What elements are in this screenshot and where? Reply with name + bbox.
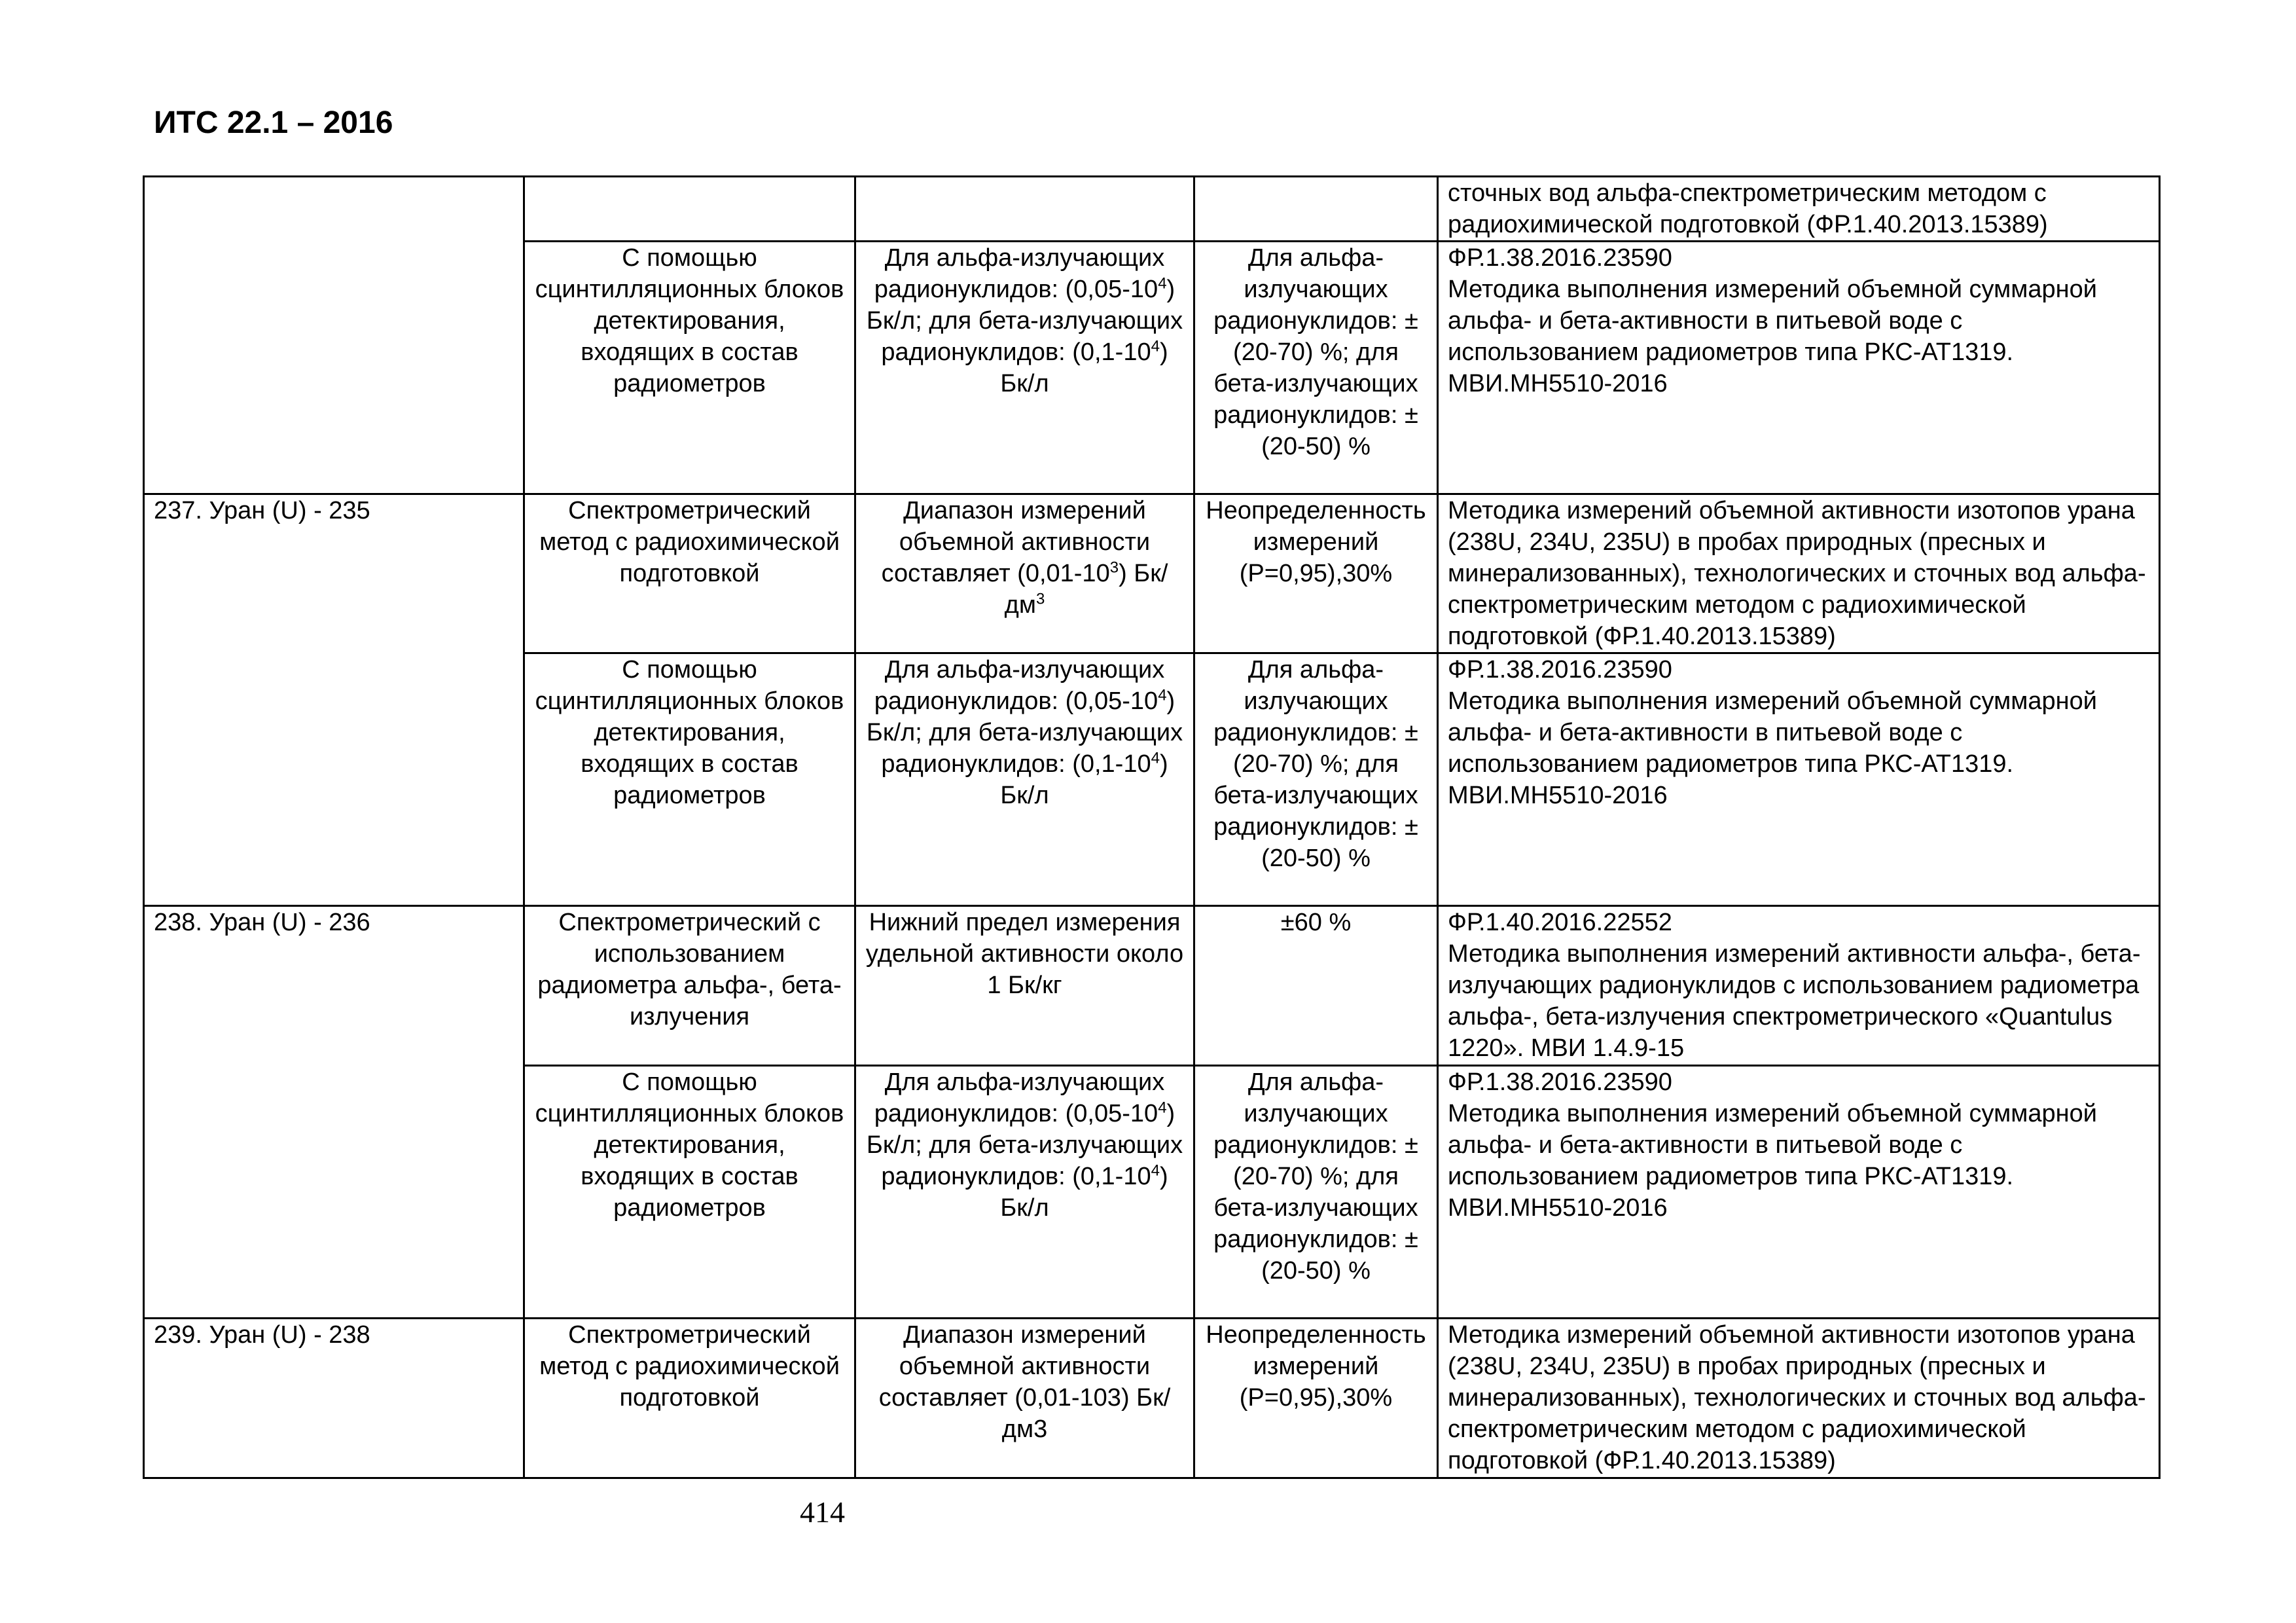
range-text: Для альфа-излучающих радионуклидов: (0,05-10 — [874, 244, 1165, 303]
range-text: Для альфа-излучающих радионуклидов: (0,05-10 — [874, 1068, 1165, 1127]
cell-element — [144, 177, 524, 494]
cell-element: 239. Уран (U) - 238 — [144, 1319, 524, 1478]
cell-method: С помощью сцинтилляционных блоков детектирования, входящих в состав радиометров — [524, 242, 855, 494]
cell-reference — [1438, 1066, 2160, 1319]
range-text: Диапазон измерений объемной активности составляет (0,01-10 — [881, 497, 1151, 587]
range-exponent: 3 — [1035, 590, 1045, 608]
cell-method: С помощью сцинтилляционных блоков детектирования, входящих в состав радиометров — [524, 1066, 855, 1319]
cell-method: Спектрометрический метод с радиохимической подготовкой — [524, 494, 855, 653]
page-number: 414 — [800, 1495, 845, 1529]
range-text: ) Бк/л; для бета-излучающих радионуклидов: (0,1-10 — [866, 1100, 1183, 1190]
cell-reference: сточных вод альфа-спектрометрическим методом с радиохимической подготовкой (ФР.1.40.2013.15389) — [1438, 177, 2160, 242]
cell-range — [855, 494, 1194, 653]
range-text: ) Бк/л; для бета-излучающих радионуклидов: (0,1-10 — [866, 687, 1183, 778]
reference-code: ФР.1.38.2016.23590 — [1448, 244, 1672, 272]
range-text: ) Бк/л — [1000, 338, 1168, 397]
cell-error: ±60 % — [1194, 906, 1438, 1066]
range-text: Для альфа-излучающих радионуклидов: (0,05-10 — [874, 656, 1165, 715]
reference-title: Методика выполнения измерений объемной суммарной альфа- и бета-активности в питьевой воде с использованием радиометров типа РКС-АТ1319. МВИ.МН5510-2016 — [1448, 1100, 2097, 1222]
table-row — [144, 1319, 2160, 1478]
reference-title: Методика выполнения измерений активности альфа-, бета-излучающих радионуклидов с использованием радиометра альфа-, бета-излучения спектрометрического «Quantulus 1220». МВИ 1.4.9-15 — [1448, 940, 2141, 1062]
range-text: ) Бк/л; для бета-излучающих радионуклидов: (0,1-10 — [866, 276, 1183, 366]
cell-reference — [1438, 906, 2160, 1066]
cell-error: Для альфа-излучающих радионуклидов: ±(20-70) %; для бета-излучающих радионуклидов: ±(20-50) % — [1194, 653, 1438, 906]
cell-reference — [1438, 242, 2160, 494]
cell-error — [1194, 177, 1438, 242]
range-exponent: 4 — [1151, 337, 1160, 356]
cell-method: Спектрометрический с использованием радиометра альфа-, бета-излучения — [524, 906, 855, 1066]
cell-error: Для альфа-излучающих радионуклидов: ±(20-70) %; для бета-излучающих радионуклидов: ±(20-50) % — [1194, 1066, 1438, 1319]
cell-method — [524, 177, 855, 242]
cell-element: 238. Уран (U) - 236 — [144, 906, 524, 1319]
range-text: ) Бк/л — [1000, 750, 1168, 809]
cell-range — [855, 1066, 1194, 1319]
range-exponent: 3 — [1109, 558, 1119, 577]
range-exponent: 4 — [1151, 1161, 1160, 1180]
range-text: ) Бк/дм — [1004, 560, 1168, 619]
range-exponent: 4 — [1158, 686, 1167, 704]
cell-range — [855, 177, 1194, 242]
range-text: ) Бк/л — [1000, 1163, 1168, 1222]
methods-table — [143, 175, 2161, 1479]
reference-title: Методика выполнения измерений объемной суммарной альфа- и бета-активности в питьевой воде с использованием радиометров типа РКС-АТ1319. МВИ.МН5510-2016 — [1448, 276, 2097, 397]
cell-reference: Методика измерений объемной активности изотопов урана (238U, 234U, 235U) в пробах природных (пресных и минерализованных), технологических и сточных вод альфа-спектрометрическим методом с радиохимической подготовкой (ФР.1.40.2013.15389) — [1438, 1319, 2160, 1478]
cell-element: 237. Уран (U) - 235 — [144, 494, 524, 906]
table-row — [144, 906, 2160, 1066]
cell-error: Неопределенность измерений (Р=0,95),30% — [1194, 1319, 1438, 1478]
reference-code: ФР.1.38.2016.23590 — [1448, 1068, 1672, 1096]
cell-error: Неопределенность измерений (Р=0,95),30% — [1194, 494, 1438, 653]
cell-range — [855, 242, 1194, 494]
cell-reference: Методика измерений объемной активности изотопов урана (238U, 234U, 235U) в пробах природных (пресных и минерализованных), технологических и сточных вод альфа-спектрометрическим методом с радиохимической подготовкой (ФР.1.40.2013.15389) — [1438, 494, 2160, 653]
cell-error: Для альфа-излучающих радионуклидов: ±(20-70) %; для бета-излучающих радионуклидов: ±(20-50) % — [1194, 242, 1438, 494]
range-exponent: 4 — [1158, 274, 1167, 293]
range-exponent: 4 — [1151, 749, 1160, 767]
reference-code: ФР.1.38.2016.23590 — [1448, 656, 1672, 684]
cell-range: Диапазон измерений объемной активности составляет (0,01-103) Бк/дм3 — [855, 1319, 1194, 1478]
cell-reference — [1438, 653, 2160, 906]
reference-code: ФР.1.40.2016.22552 — [1448, 909, 1672, 936]
table-row — [144, 177, 2160, 242]
document-header-title: ИТС 22.1 – 2016 — [154, 105, 393, 140]
cell-range: Нижний предел измерения удельной активности около 1 Бк/кг — [855, 906, 1194, 1066]
table-row — [144, 494, 2160, 653]
range-exponent: 4 — [1158, 1099, 1167, 1117]
cell-method: Спектрометрический метод с радиохимической подготовкой — [524, 1319, 855, 1478]
cell-range — [855, 653, 1194, 906]
reference-title: Методика выполнения измерений объемной суммарной альфа- и бета-активности в питьевой воде с использованием радиометров типа РКС-АТ1319. МВИ.МН5510-2016 — [1448, 687, 2097, 809]
cell-method: С помощью сцинтилляционных блоков детектирования, входящих в состав радиометров — [524, 653, 855, 906]
